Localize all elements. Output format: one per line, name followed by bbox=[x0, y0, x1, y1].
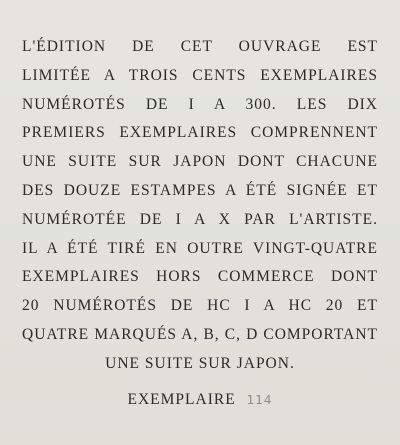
copy-number-line bbox=[0, 391, 400, 409]
colophon-line: QUATRE MARQUÉS A, B, C, D COMPORTANT bbox=[22, 325, 378, 343]
colophon-text bbox=[22, 33, 378, 379]
colophon-line: NUMÉROTÉE DE I A X PAR L'ARTISTE. bbox=[22, 210, 378, 228]
copy-label: EXEMPLAIRE bbox=[127, 391, 236, 408]
colophon-line: NUMÉROTÉS DE I A 300. LES DIX bbox=[22, 95, 378, 113]
colophon-line: PREMIERS EXEMPLAIRES COMPRENNENT bbox=[22, 124, 378, 142]
handwritten-copy-number: 114 bbox=[246, 393, 273, 407]
colophon-line: L'ÉDITION DE CET OUVRAGE EST bbox=[22, 38, 378, 55]
colophon-line: UNE SUITE SUR JAPON. bbox=[105, 354, 295, 372]
colophon-line: LIMITÉE A TROIS CENTS EXEMPLAIRES bbox=[22, 66, 378, 84]
colophon-line: DES DOUZE ESTAMPES A ÉTÉ SIGNÉE ET bbox=[22, 181, 378, 199]
colophon-line: 20 NUMÉROTÉS DE HC I A HC 20 ET bbox=[22, 297, 378, 315]
colophon-line: EXEMPLAIRES HORS COMMERCE DONT bbox=[22, 268, 378, 286]
colophon-line: IL A ÉTÉ TIRÉ EN OUTRE VINGT-QUATRE bbox=[22, 239, 378, 257]
colophon-line: UNE SUITE SUR JAPON DONT CHACUNE bbox=[22, 153, 378, 171]
